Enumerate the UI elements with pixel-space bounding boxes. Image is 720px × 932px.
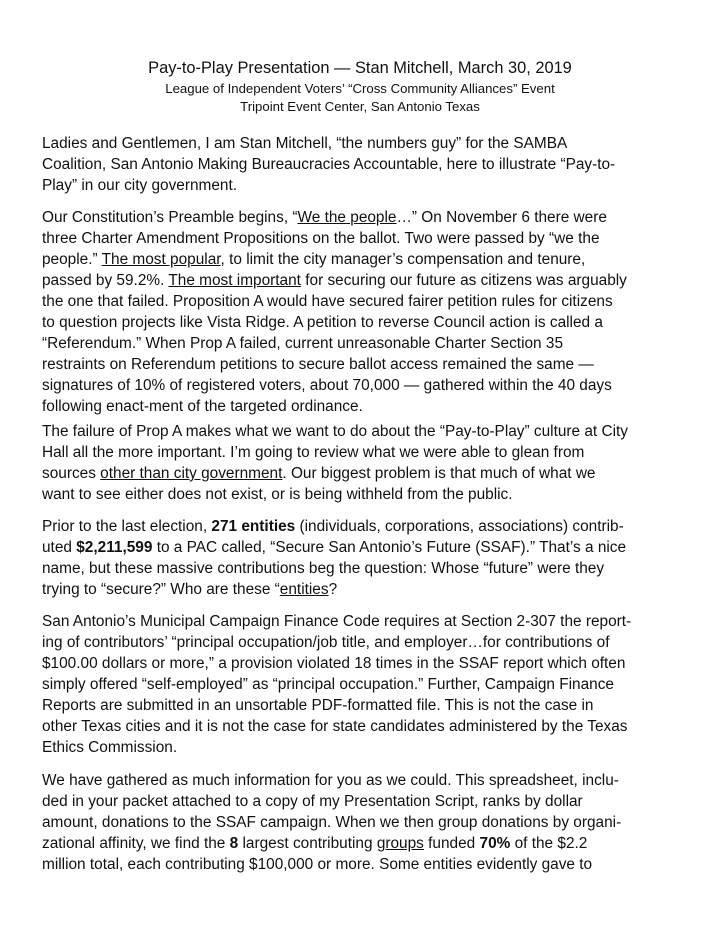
text-line [42,770,682,791]
document-title: Pay-to-Play Presentation — Stan Mitchell, March 30, 2019 [148,59,572,77]
text-line [42,558,682,579]
text-line [42,516,682,537]
paragraph-spreadsheet-summary [42,770,682,875]
text-line [42,463,682,484]
text-segment: three Charter Amendment Propositions on the ballot. Two were passed by “we the [42,230,600,247]
text-line [42,653,682,674]
underlined-text: The most popular [101,251,221,268]
text-segment: passed by 59.2%. [42,272,169,289]
bold-text: 70% [479,835,511,852]
text-segment: signatures of 10% of registered voters, about 70,000 — gathered within the 40 days [42,377,612,394]
text-line [42,207,682,228]
text-line [42,270,682,291]
text-segment: for securing our future as citizens was arguably [300,272,627,289]
text-line [42,854,682,875]
text-segment: Ethics Commission. [42,739,178,756]
text-line [42,737,682,758]
text-line [42,291,682,312]
text-segment: uted [42,539,77,556]
underlined-text: We the people [297,209,397,226]
text-segment: The failure of Prop A makes what we want to do about the “Pay-to-Play” culture at City [42,423,628,440]
text-line [42,396,682,417]
text-segment: following enact-ment of the targeted ordinance. [42,398,363,415]
text-line [42,484,682,505]
bold-text: 271 entities [211,518,296,535]
text-segment: …” On November 6 there were [396,209,607,226]
text-segment: “Referendum.” When Prop A failed, current unreasonable Charter Section 35 [42,335,564,352]
text-segment: We have gathered as much information for you as we could. This spreadsheet, inclu- [42,772,619,789]
text-segment: sources [42,465,101,482]
text-segment: simply offered “self-employed” as “principal occupation.” Further, Campaign Finance [42,676,614,693]
text-segment: trying to “secure?” Who are these “ [42,581,280,598]
text-segment: funded [423,835,480,852]
text-line [42,442,682,463]
text-segment: want to see either does not exist, or is being withheld from the public. [42,486,513,503]
text-segment: $100.00 dollars or more,” a provision violated 18 times in the SSAF report which often [42,655,626,672]
venue-subtitle: Tripoint Event Center, San Antonio Texas [240,99,480,114]
text-segment: , to limit the city manager’s compensation and tenure, [220,251,586,268]
paragraph-ssaf-contributions [42,516,682,600]
text-segment: ing of contributors’ “principal occupation/job title, and employer…for contributions of [42,634,610,651]
text-segment: ded in your packet attached to a copy of my Presentation Script, ranks by dollar [42,793,583,810]
text-segment: Hall all the more important. I’m going to review what we were able to glean from [42,444,585,461]
text-segment: Ladies and Gentlemen, I am Stan Mitchell, “the numbers guy” for the SAMBA [42,135,568,152]
paragraph-charter-propositions [42,207,682,417]
text-line [42,695,682,716]
text-line [42,833,682,854]
text-segment: Prior to the last election, [42,518,212,535]
text-line [42,354,682,375]
bold-text: $2,211,599 [76,539,153,556]
text-line [42,812,682,833]
text-segment: San Antonio’s Municipal Campaign Finance Code requires at Section 2-307 the report- [42,613,632,630]
text-line [42,421,682,442]
paragraph-prop-a-failure [42,421,682,505]
text-segment: of the $2.2 [510,835,588,852]
text-segment: Our Constitution’s Preamble begins, “ [42,209,298,226]
underlined-text: The most important [168,272,301,289]
text-line [42,632,682,653]
paragraph-campaign-finance-code [42,611,682,758]
text-segment: million total, each contributing $100,000 or more. Some entities evidently gave to [42,856,593,873]
underlined-text: entities [279,581,329,598]
text-line [42,791,682,812]
text-line [42,312,682,333]
text-segment: (individuals, corporations, associations) contrib- [295,518,624,535]
text-segment: zational affinity, we find the [42,835,230,852]
text-line [42,579,682,600]
bold-text: 8 [229,835,239,852]
text-line [42,611,682,632]
text-segment: people.” [42,251,102,268]
text-line [42,537,682,558]
text-segment: Reports are submitted in an unsortable PDF-formatted file. This is not the case in [42,697,594,714]
text-segment: to question projects like Vista Ridge. A petition to reverse Council action is called a [42,314,603,331]
text-line [42,333,682,354]
underlined-text: other than city government [100,465,283,482]
event-subtitle: League of Independent Voters’ “Cross Community Alliances” Event [165,81,555,96]
text-segment: amount, donations to the SSAF campaign. When we then group donations by organi- [42,814,622,831]
text-segment: Play” in our city government. [42,177,238,194]
text-line [42,375,682,396]
text-segment: ? [328,581,338,598]
text-segment: restraints on Referendum petitions to secure ballot access remained the same — [42,356,594,373]
text-line [42,154,682,175]
text-segment: largest contributing [238,835,377,852]
text-segment: other Texas cities and it is not the case for state candidates administered by the Texas [42,718,628,735]
underlined-text: groups [376,835,424,852]
text-segment: . Our biggest problem is that much of what we [282,465,596,482]
text-segment: the one that failed. Proposition A would have secured fairer petition rules for citizens [42,293,613,310]
paragraph-introduction [42,133,682,196]
text-line [42,228,682,249]
text-segment: Coalition, San Antonio Making Bureaucracies Accountable, here to illustrate “Pay-to- [42,156,616,173]
text-line [42,175,682,196]
text-line [42,674,682,695]
text-line [42,716,682,737]
text-line [42,249,682,270]
text-line [42,133,682,154]
text-segment: to a PAC called, “Secure San Antonio’s Future (SSAF).” That’s a nice [152,539,627,556]
text-segment: name, but these massive contributions beg the question: Whose “future” were they [42,560,605,577]
